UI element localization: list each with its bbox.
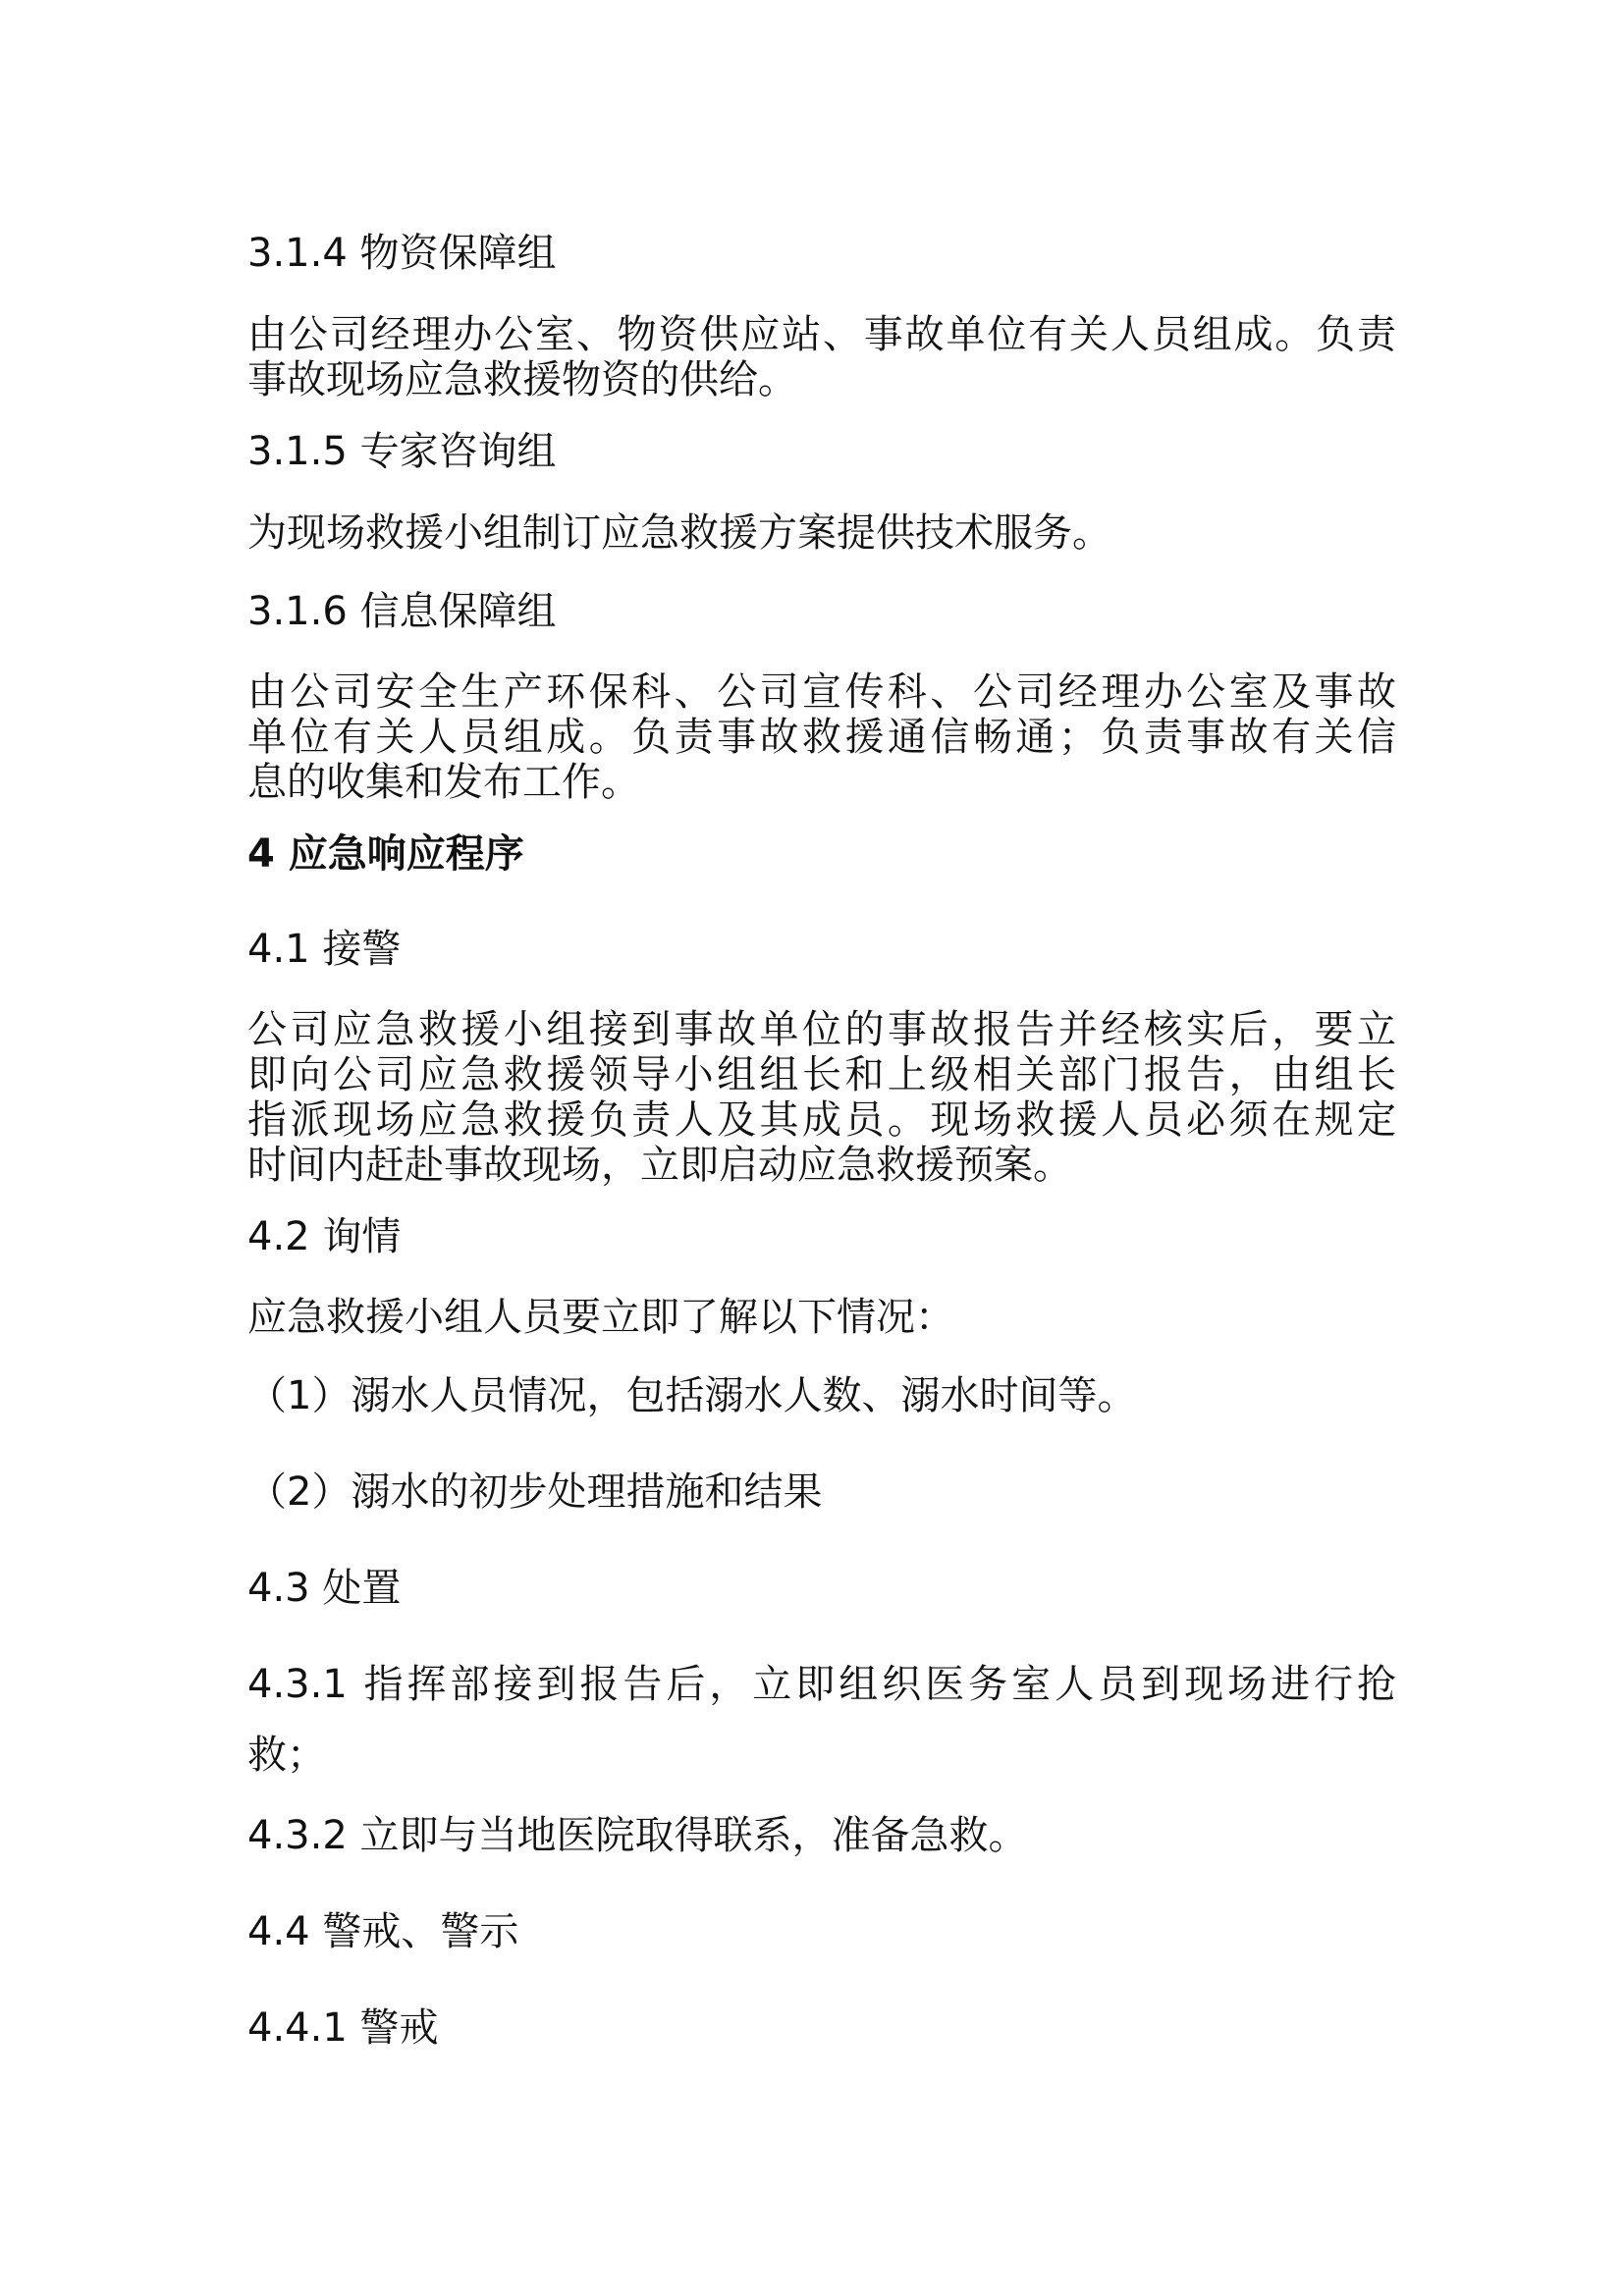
paragraph-3-1-4-line-1: 由公司经理办公室、物资供应站、事故单位有关人员组成。负责 — [247, 312, 1396, 357]
paragraph-4-1-line-2: 即向公司应急救援领导小组组长和上级相关部门报告，由组长 — [247, 1052, 1396, 1097]
heading-4-2: 4.2 询情 — [247, 1214, 402, 1259]
paragraph-4-1-line-1: 公司应急救援小组接到事故单位的事故报告并经核实后，要立 — [247, 1007, 1396, 1052]
paragraph-3-1-5: 为现场救援小组制订应急救援方案提供技术服务。 — [247, 510, 1111, 556]
paragraph-3-1-6-line-2: 单位有关人员组成。负责事故救援通信畅通；负责事故有关信 — [247, 715, 1396, 760]
paragraph-3-1-6-line-1: 由公司安全生产环保科、公司宣传科、公司经理办公室及事故 — [247, 669, 1396, 715]
heading-4-3: 4.3 处置 — [247, 1566, 402, 1611]
paragraph-4-3-1-line-1: 4.3.1 指挥部接到报告后，立即组织医务室人员到现场进行抢 — [247, 1662, 1396, 1707]
heading-3-1-6: 3.1.6 信息保障组 — [247, 589, 557, 634]
heading-3-1-5: 3.1.5 专家咨询组 — [247, 429, 557, 474]
heading-4-4-1: 4.4.1 警戒 — [247, 2005, 439, 2051]
heading-4: 4 应急响应程序 — [247, 831, 524, 877]
heading-4-4: 4.4 警戒、警示 — [247, 1909, 519, 1954]
paragraph-4-1-line-3: 指派现场应急救援负责人及其成员。现场救援人员必须在规定 — [247, 1097, 1396, 1143]
paragraph-3-1-6-line-3: 息的收集和发布工作。 — [247, 760, 640, 805]
list-item-2: （2）溺水的初步处理措施和结果 — [247, 1469, 823, 1515]
paragraph-4-3-2: 4.3.2 立即与当地医院取得联系，准备急救。 — [247, 1813, 1028, 1858]
paragraph-4-3-1-line-2: 救； — [247, 1733, 326, 1778]
list-item-1: （1）溺水人员情况，包括溺水人数、溺水时间等。 — [247, 1373, 1137, 1418]
paragraph-4-2: 应急救援小组人员要立即了解以下情况： — [247, 1295, 954, 1340]
paragraph-4-1-line-4: 时间内赶赴事故现场，立即启动应急救援预案。 — [247, 1143, 1072, 1188]
heading-3-1-4: 3.1.4 物资保障组 — [247, 231, 557, 276]
heading-4-1: 4.1 接警 — [247, 927, 402, 972]
paragraph-3-1-4-line-2: 事故现场应急救援物资的供给。 — [247, 357, 797, 402]
